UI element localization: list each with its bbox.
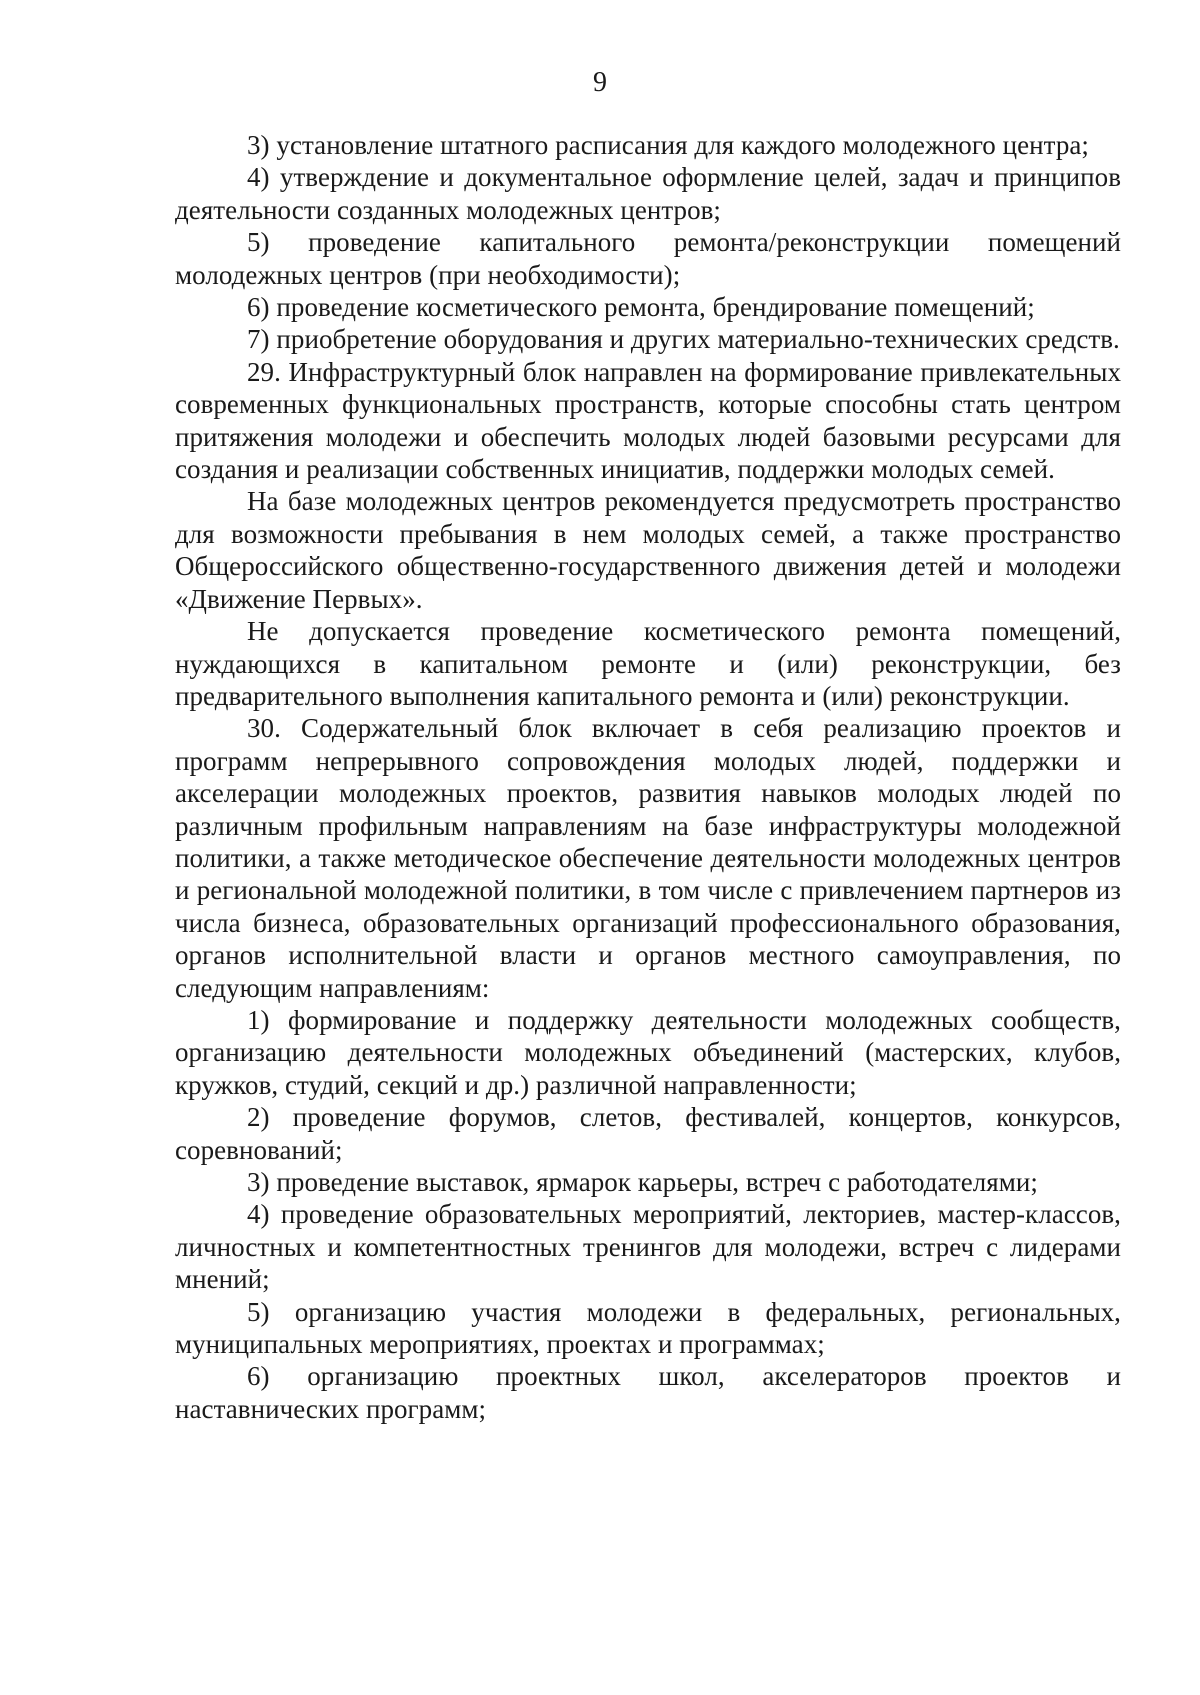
list-item-6-cosmetic-repair: 6) проведение косметического ремонта, брендирование помещений; <box>247 292 1035 323</box>
list-item-3-staff-schedule: 3) установление штатного расписания для каждого молодежного центра; <box>247 130 1089 160</box>
list-item-4-goals-approval: 4) утверждение и документальное оформление целей, задач и принципов деятельности созданных молодежных центров; <box>175 162 1121 225</box>
paragraph-young-families-space: На базе молодежных центров рекомендуется предусмотреть пространство для возможности пребывания в нем молодых семей, а также пространство Общероссийского общественно-государственного движения детей и молодежи «Движение Первых». <box>175 486 1121 614</box>
document-body <box>175 129 1121 1425</box>
list-item-7-equipment: 7) приобретение оборудования и других материально-технических средств. <box>247 324 1120 355</box>
list-item-1-communities: 1) формирование и поддержку деятельности молодежных сообществ, организацию деятельности молодежных объединений (мастерских, клубов, кружков, студий, секций и др.) различной направленности; <box>175 1004 1121 1100</box>
section-29-infrastructure-block: 29. Инфраструктурный блок направлен на формирование привлекательных современных функциональных пространств, которые способны стать центром притяжения молодежи и обеспечить молодых людей базовыми ресурсами для создания и реализации собственных инициатив, поддержки молодых семей. <box>175 356 1121 485</box>
page-number: 9 <box>593 67 607 98</box>
list-item-5-participation: 5) организацию участия молодежи в федеральных, региональных, муниципальных мероприятиях, проектах и программах; <box>175 1296 1121 1360</box>
list-item-3-career-fairs: 3) проведение выставок, ярмарок карьеры, встреч с работодателями; <box>247 1167 1038 1197</box>
list-item-2-forums: 2) проведение форумов, слетов, фестивалей, концертов, конкурсов, соревнований; <box>175 1102 1121 1165</box>
paragraph-repair-restriction: Не допускается проведение косметического ремонта помещений, нуждающихся в капитальном ремонте и (или) реконструкции, без предварительного выполнения капитального ремонта и (или) реконструкции. <box>175 616 1121 711</box>
section-30-content-block: 30. Содержательный блок включает в себя реализацию проектов и программ непрерывного сопровождения молодых людей, поддержки и акселерации молодежных проектов, развития навыков молодых людей по различным профильным направлениям на базе инфраструктуры молодежной политики, а также методическое обеспечение деятельности молодежных центров и региональной молодежной политики, в том числе с привлечением партнеров из числа бизнеса, образовательных организаций профессионального образования, органов исполнительной власти и органов местного самоуправления, по следующим направлениям: <box>175 713 1121 1003</box>
list-item-5-capital-repair: 5) проведение капитального ремонта/реконструкции помещений молодежных центров (при необходимости); <box>175 227 1121 290</box>
list-item-4-education-events: 4) проведение образовательных мероприятий, лекториев, мастер-классов, личностных и компетентностных тренингов для молодежи, встреч с лидерами мнений; <box>175 1199 1121 1295</box>
list-item-6-project-schools: 6) организацию проектных школ, акселераторов проектов и наставнических программ; <box>175 1361 1121 1424</box>
